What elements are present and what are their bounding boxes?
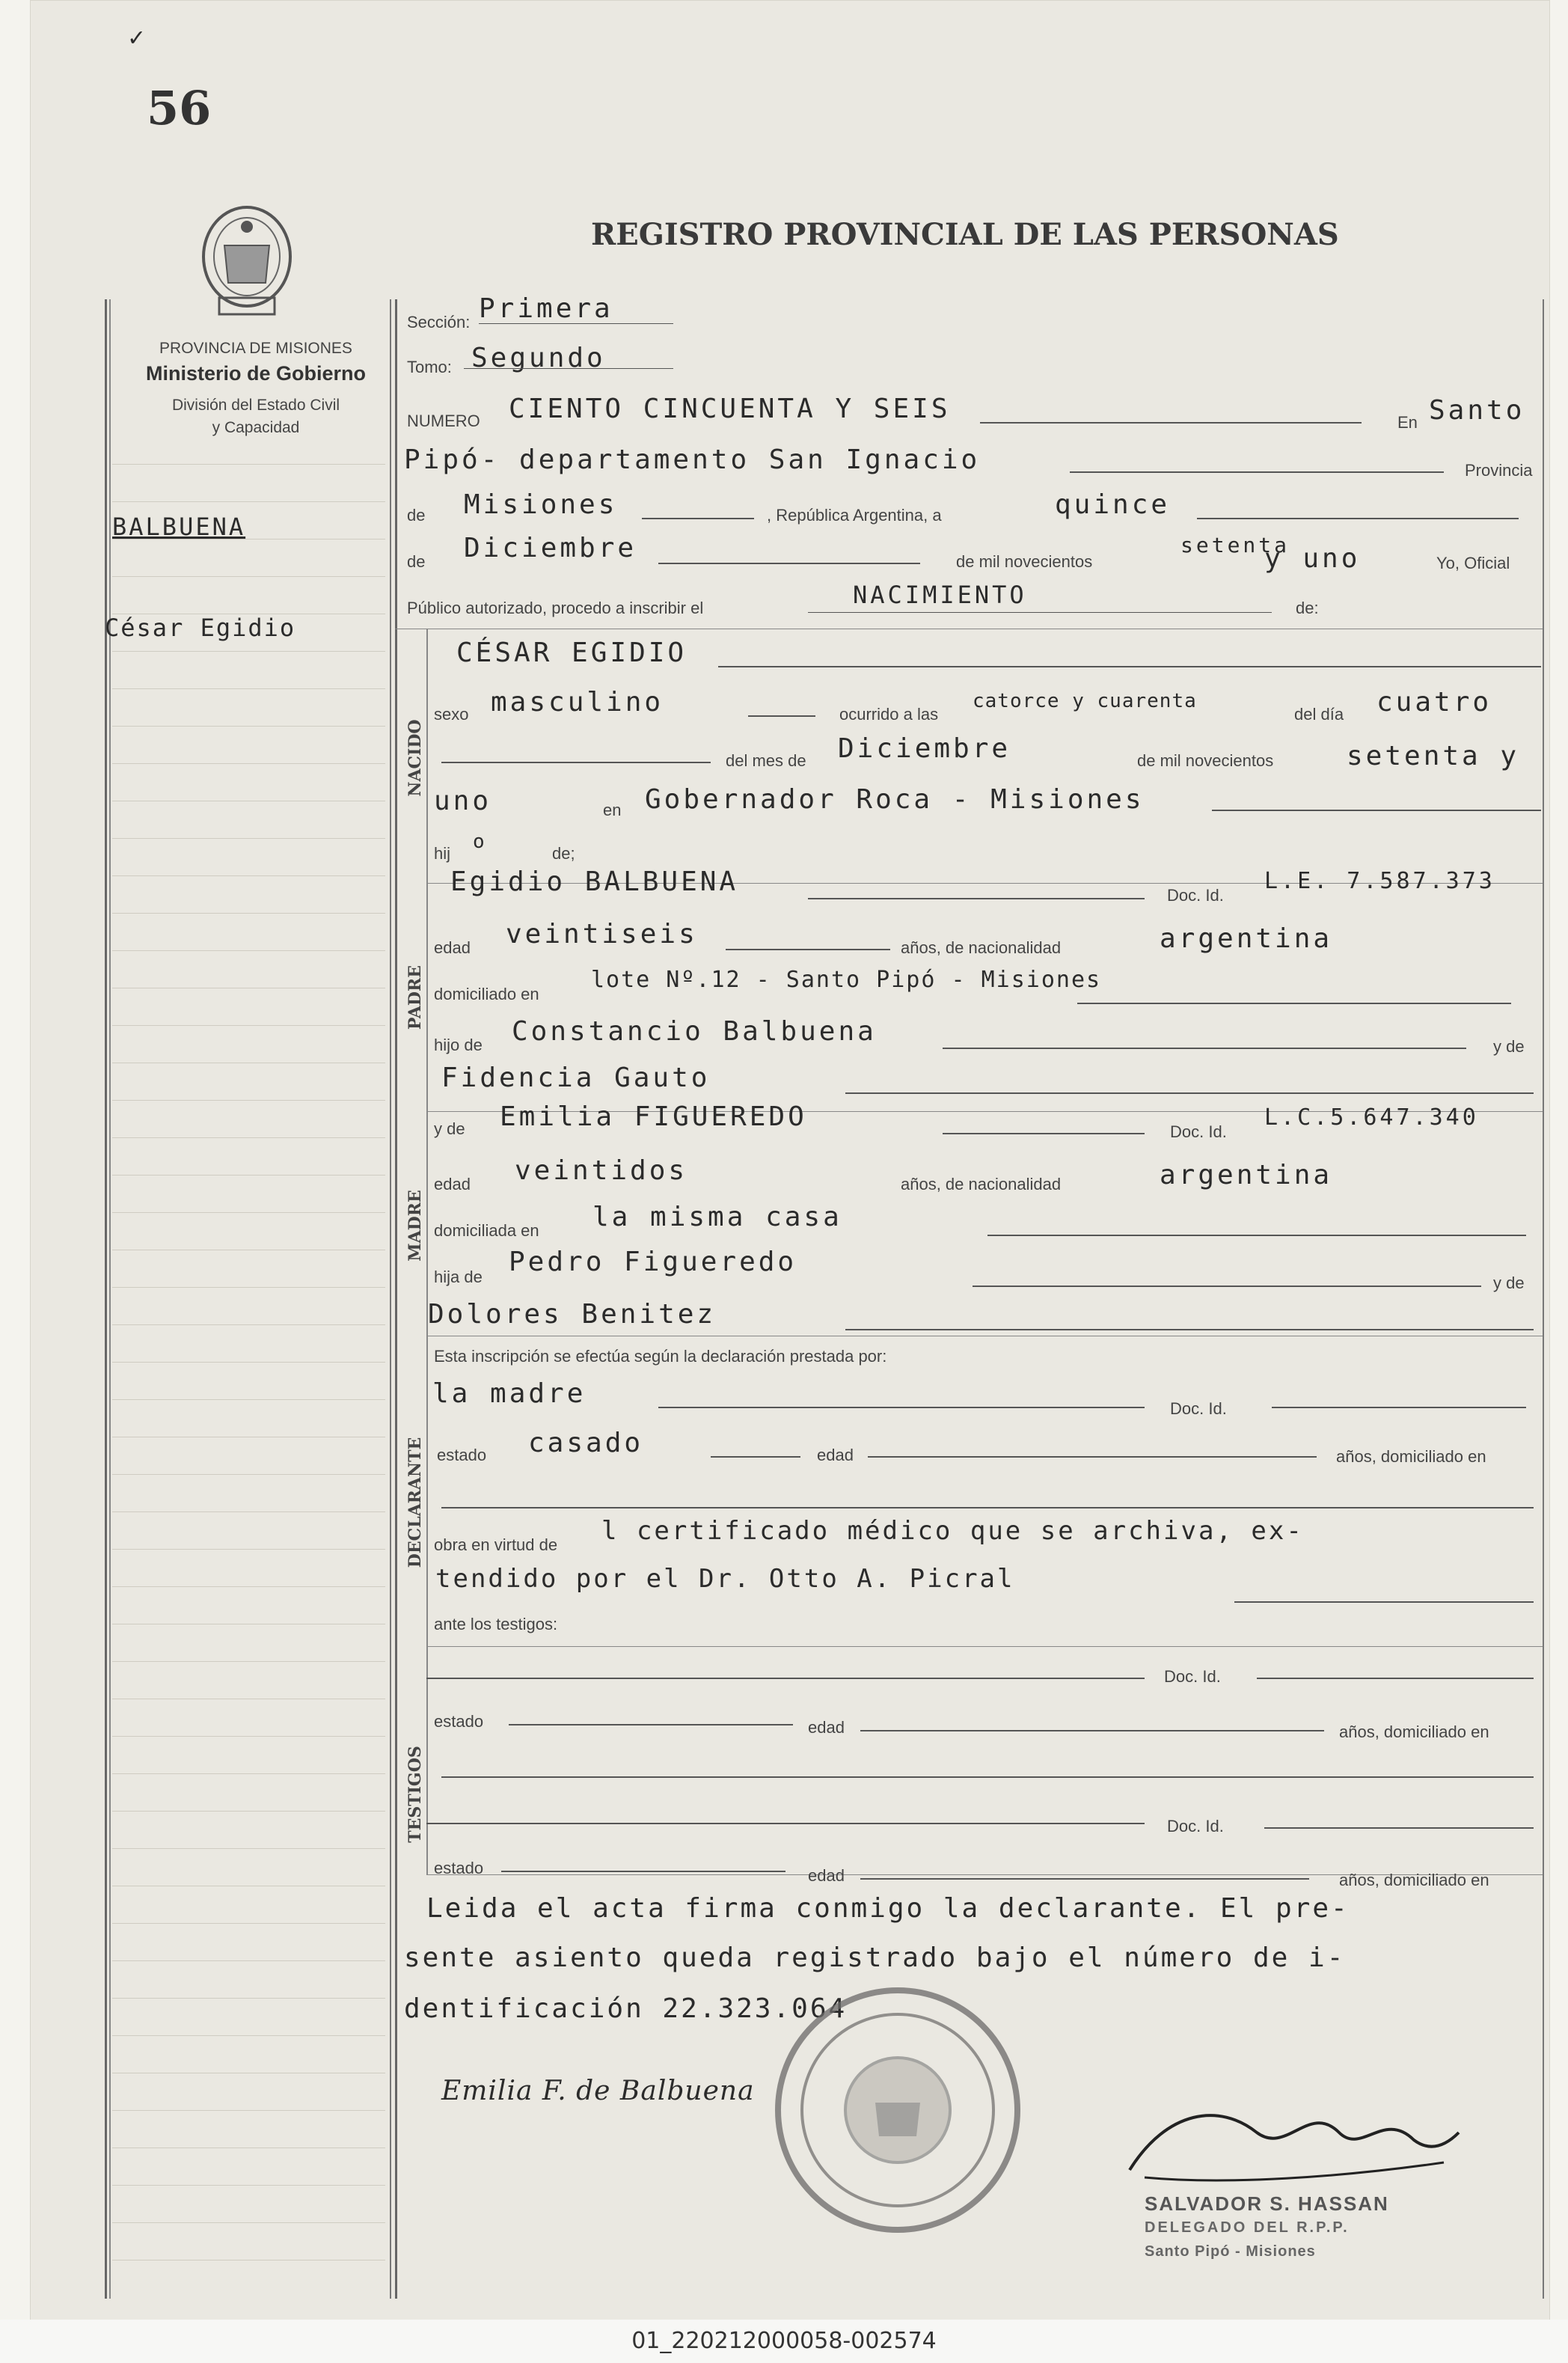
margin-rule-line	[112, 1362, 385, 1363]
value-padre-nombre: Egidio BALBUENA	[450, 866, 739, 897]
margin-rule-line	[112, 1773, 385, 1774]
value-dia: quince	[1055, 489, 1171, 520]
official-stamp-icon	[763, 1975, 1032, 2245]
margin-rule-line	[112, 1025, 385, 1026]
value-padre-dom: lote Nº.12 - Santo Pipó - Misiones	[591, 967, 1102, 993]
margin-surname: BALBUENA	[112, 513, 246, 541]
section-label-declarante: DECLARANTE	[405, 1437, 425, 1568]
org-ministry: Ministerio de Gobierno	[145, 362, 367, 385]
value-en-lugar: Santo	[1429, 395, 1525, 426]
label-seccion: Sección:	[407, 313, 471, 331]
value-sexo: masculino	[491, 687, 664, 718]
margin-rule-line	[112, 2035, 385, 2036]
form-right-border	[1543, 299, 1544, 2299]
value-numero: CIENTO CINCUENTA Y SEIS	[509, 394, 951, 424]
margin-rule-line	[112, 1549, 385, 1550]
value-obra2: tendido por el Dr. Otto A. Picral	[435, 1564, 1015, 1594]
label-republica: , República Argentina, a	[767, 506, 942, 525]
value-declarante: la madre	[432, 1378, 587, 1409]
label-yo-oficial: Yo, Oficial	[1436, 554, 1510, 572]
value-madre-hija-de: Pedro Figueredo	[509, 1247, 797, 1277]
value-cierre1: Leida el acta firma conmigo la declarante. El pre-	[426, 1893, 1350, 1924]
label-y-de-padre: y de	[1493, 1037, 1525, 1056]
value-nombre: CÉSAR EGIDIO	[456, 638, 687, 668]
label-del-mes: del mes de	[726, 751, 806, 770]
value-madre-nac: argentina	[1160, 1160, 1333, 1190]
margin-rule-line	[112, 1998, 385, 1999]
label-de-1: de	[407, 506, 426, 525]
label-doc-id-madre: Doc. Id.	[1170, 1122, 1227, 1141]
value-seccion: Primera	[479, 293, 613, 324]
margin-rule-line	[112, 726, 385, 727]
label-de-semicolon: de;	[552, 844, 575, 863]
label-anios-dom-testigo2: años, domiciliado en	[1339, 1871, 1489, 1889]
label-estado-testigo2: estado	[434, 1859, 484, 1877]
margin-rule-line	[112, 1399, 385, 1400]
label-domiciliada-madre: domiciliada en	[434, 1221, 539, 1240]
footer-bar	[0, 2320, 1568, 2363]
value-anio-nac: setenta y	[1347, 741, 1520, 771]
label-numero: NUMERO	[407, 412, 480, 430]
value-madre-dom: la misma casa	[592, 1202, 842, 1232]
label-anios-nac-madre: años, de nacionalidad	[901, 1175, 1062, 1193]
margin-rule-line	[112, 2110, 385, 2111]
margin-rule-line	[112, 464, 385, 465]
stamp-place: Santo Pipó - Misiones	[1145, 2243, 1316, 2260]
value-decl-estado: casado	[528, 1428, 644, 1458]
margin-rule-line	[112, 1175, 385, 1176]
value-cierre3: dentificación 22.323.064	[404, 1993, 848, 2024]
label-doc-id-testigo1: Doc. Id.	[1164, 1667, 1221, 1686]
value-madre-edad: veintidos	[515, 1155, 688, 1186]
label-ocurrido: ocurrido a las	[839, 705, 939, 724]
label-hija-de: hija de	[434, 1268, 483, 1286]
value-madre-y-de: Dolores Benitez	[428, 1299, 717, 1330]
label-edad-testigo1: edad	[808, 1718, 845, 1737]
value-padre-nac: argentina	[1160, 923, 1333, 954]
margin-rule-line	[112, 2185, 385, 2186]
label-publico: Público autorizado, procedo a inscribir el	[407, 599, 704, 617]
margin-rule-line	[112, 651, 385, 652]
label-del-dia: del día	[1294, 705, 1344, 724]
label-anios-nac-padre: años, de nacionalidad	[901, 938, 1062, 957]
section-label-testigos: TESTIGOS	[405, 1746, 425, 1843]
label-de-2: de	[407, 552, 426, 571]
label-de-mil2: de mil novecientos	[1137, 751, 1274, 770]
label-provincia: Provincia	[1465, 461, 1533, 480]
label-hij: hij	[434, 844, 451, 863]
label-en-lc: en	[603, 801, 622, 819]
label-anios-dom-declarante: años, domiciliado en	[1336, 1447, 1486, 1466]
value-anio-a: setenta	[1180, 533, 1290, 557]
value-acto: NACIMIENTO	[853, 581, 1027, 609]
margin-rule-line	[112, 688, 385, 689]
stamp-name: SALVADOR S. HASSAN	[1145, 2192, 1389, 2215]
value-padre-doc: L.E. 7.587.373	[1264, 868, 1495, 894]
value-padre-y-de: Fidencia Gauto	[441, 1063, 711, 1093]
label-estado-declarante: estado	[437, 1446, 487, 1464]
value-hij: o	[473, 831, 488, 853]
label-hijo-de: hijo de	[434, 1036, 483, 1054]
label-tomo: Tomo:	[407, 358, 452, 376]
margin-rule-line	[112, 501, 385, 502]
signature-declarante: Emilia F. de Balbuena	[441, 2076, 755, 2106]
label-edad-madre: edad	[434, 1175, 471, 1193]
margin-rule-line	[112, 1661, 385, 1662]
label-doc-id-padre: Doc. Id.	[1167, 886, 1224, 905]
value-provincia: Misiones	[464, 489, 618, 520]
value-anio-nac2: uno	[434, 786, 492, 816]
page-number: 56	[147, 81, 212, 135]
check-mark: ✓	[129, 22, 147, 52]
margin-rule-line	[112, 1287, 385, 1288]
label-inscripcion: Esta inscripción se efectúa según la declaración prestada por:	[434, 1347, 887, 1366]
label-en: En	[1397, 413, 1418, 432]
label-doc-id-testigo2: Doc. Id.	[1167, 1817, 1224, 1835]
value-madre-nombre: Emilia FIGUEREDO	[500, 1101, 807, 1132]
margin-rule-line	[112, 1586, 385, 1587]
label-y-de-madre2: y de	[1493, 1274, 1525, 1292]
section-label-madre: MADRE	[405, 1190, 425, 1262]
page-title: REGISTRO PROVINCIAL DE LAS PERSONAS	[591, 217, 1339, 252]
margin-rule-line	[112, 1324, 385, 1325]
label-domiciliado-padre: domiciliado en	[434, 985, 539, 1003]
margin-rule-line	[112, 2222, 385, 2223]
label-estado-testigo1: estado	[434, 1712, 484, 1731]
value-obra1: l certificado médico que se archiva, ex-	[601, 1516, 1304, 1546]
value-anio-b: y uno	[1264, 543, 1361, 574]
margin-rule-line	[112, 1100, 385, 1101]
value-madre-doc: L.C.5.647.340	[1264, 1104, 1479, 1131]
label-edad-declarante: edad	[817, 1446, 854, 1464]
margin-rule-line	[112, 1474, 385, 1475]
margin-rule-line	[112, 1212, 385, 1213]
stamp-role: DELEGADO DEL R.P.P.	[1145, 2219, 1350, 2236]
value-dia-nac: cuatro	[1376, 687, 1492, 718]
label-de-colon: de:	[1296, 599, 1319, 617]
value-lugar-nac: Gobernador Roca - Misiones	[645, 784, 1145, 815]
form-left-border	[395, 299, 397, 2299]
label-anios-dom-testigo1: años, domiciliado en	[1339, 1722, 1489, 1741]
value-hora: catorce y cuarenta	[973, 690, 1197, 712]
margin-column	[105, 299, 391, 2299]
value-mes: Diciembre	[464, 533, 637, 563]
margin-rule-line	[112, 950, 385, 951]
margin-rule-line	[112, 1511, 385, 1512]
org-capacity: y Capacidad	[212, 419, 300, 436]
value-padre-hijo-de: Constancio Balbuena	[512, 1016, 877, 1047]
document-id: 01_220212000058-002574	[631, 2328, 937, 2354]
label-edad-padre: edad	[434, 938, 471, 957]
value-cierre2: sente asiento queda registrado bajo el número de i-	[404, 1942, 1346, 1973]
margin-rule-line	[112, 1960, 385, 1961]
signature-oficial	[1115, 2080, 1474, 2192]
label-de-mil: de mil novecientos	[956, 552, 1093, 571]
margin-rule-line	[112, 1923, 385, 1924]
org-division: División del Estado Civil	[171, 397, 340, 414]
label-sexo: sexo	[434, 705, 469, 724]
section-label-nacido: NACIDO	[405, 719, 425, 797]
label-doc-id-declarante: Doc. Id.	[1170, 1399, 1227, 1418]
value-lugar2: Pipó- departamento San Ignacio	[404, 444, 981, 475]
value-tomo: Segundo	[471, 343, 606, 373]
margin-rule-line	[112, 875, 385, 876]
value-mes-nac: Diciembre	[838, 733, 1011, 764]
section-label-padre: PADRE	[405, 965, 425, 1030]
label-y-de-madre: y de	[434, 1119, 465, 1138]
label-obra: obra en virtud de	[434, 1535, 558, 1554]
value-padre-edad: veintiseis	[506, 919, 698, 950]
margin-rule-line	[112, 1736, 385, 1737]
margin-given-names: César Egidio	[105, 614, 296, 642]
margin-rule-line	[112, 838, 385, 839]
margin-rule-line	[112, 576, 385, 577]
margin-rule-line	[112, 763, 385, 764]
margin-rule-line	[112, 913, 385, 914]
margin-rule-line	[112, 1137, 385, 1138]
org-province: PROVINCIA DE MISIONES	[159, 340, 352, 357]
label-ante-testigos: ante los testigos:	[434, 1615, 558, 1633]
label-edad-testigo2: edad	[808, 1866, 845, 1885]
margin-rule-line	[112, 1848, 385, 1849]
margin-rule-line	[112, 1811, 385, 1812]
